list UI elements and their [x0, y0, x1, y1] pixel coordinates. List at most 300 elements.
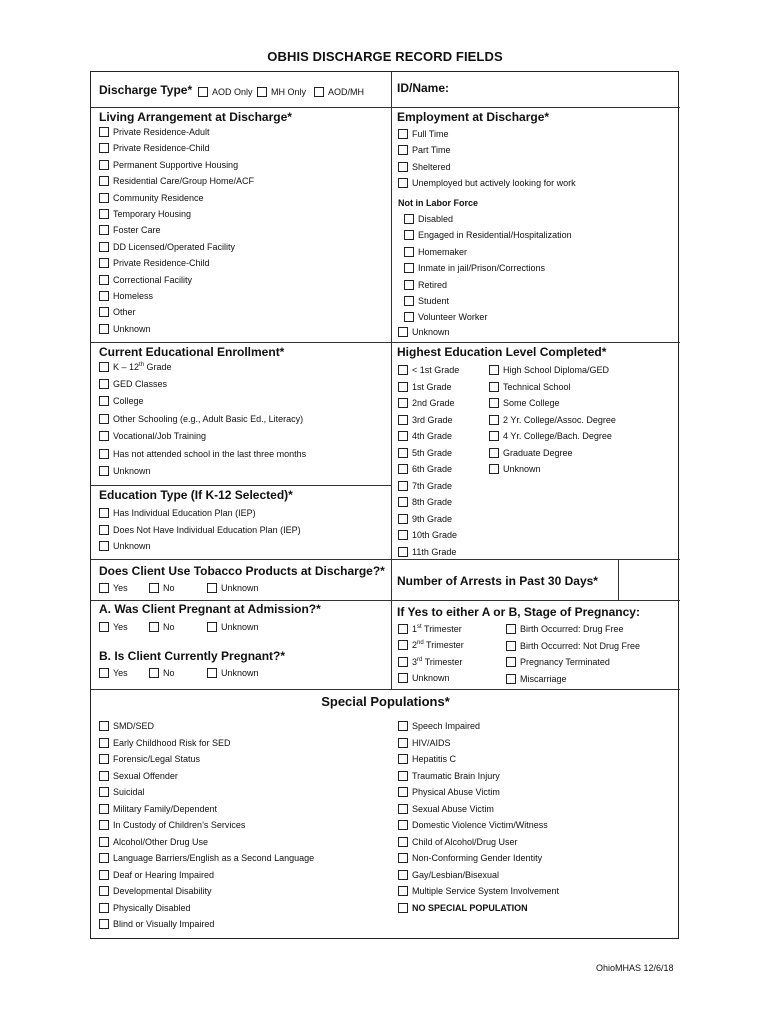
checkbox-option[interactable] [99, 160, 238, 171]
checkbox-box[interactable] [398, 886, 408, 896]
checkbox-option[interactable] [398, 886, 559, 897]
option-label: No [163, 668, 175, 678]
checkbox-option[interactable] [398, 853, 542, 864]
checkbox-box[interactable] [404, 312, 414, 322]
checkbox-box[interactable] [398, 398, 408, 408]
checkbox-box[interactable] [398, 804, 408, 814]
center-divider [391, 72, 392, 689]
checkbox-box[interactable] [99, 225, 109, 235]
checkbox-option[interactable] [99, 738, 231, 749]
checkbox-box[interactable] [207, 668, 217, 678]
checkbox-option[interactable] [99, 541, 151, 552]
checkbox-box[interactable] [207, 622, 217, 632]
checkbox-option[interactable] [398, 365, 459, 376]
checkbox-option[interactable] [404, 280, 447, 291]
checkbox-option[interactable] [99, 668, 128, 679]
checkbox-box[interactable] [99, 127, 109, 137]
checkbox-box[interactable] [489, 431, 499, 441]
checkbox-box[interactable] [398, 721, 408, 731]
option-label: Military Family/Dependent [113, 803, 218, 814]
checkbox-box[interactable] [99, 820, 109, 830]
education-type-label: Education Type (If K-12 Selected)* [99, 488, 293, 502]
checkbox-box[interactable] [99, 414, 109, 424]
checkbox-option[interactable] [404, 214, 453, 225]
checkbox-box[interactable] [489, 415, 499, 425]
arrests-answer-divider [618, 559, 619, 600]
option-label: Disabled [418, 214, 454, 224]
checkbox-option[interactable] [398, 530, 457, 541]
checkbox-box[interactable] [398, 870, 408, 880]
option-label: Trimester [422, 657, 463, 667]
checkbox-option[interactable] [99, 721, 154, 732]
checkbox-box[interactable] [398, 738, 408, 748]
checkbox-box[interactable] [207, 583, 217, 593]
option-label: Pregnancy Terminated [520, 657, 610, 667]
checkbox-option[interactable] [99, 242, 235, 253]
option-label: Unknown [221, 583, 259, 593]
checkbox-option[interactable] [506, 641, 640, 652]
checkbox-option[interactable] [398, 464, 452, 475]
checkbox-option[interactable] [398, 481, 452, 492]
option-label: DD Licensed/Operated Facility [113, 241, 236, 252]
option-label: Physically Disabled [113, 902, 191, 913]
option-label: Hepatitis C [412, 754, 457, 764]
row-divider [91, 485, 391, 486]
option-label: Unemployed but actively looking for work [412, 178, 576, 189]
option-label: Vocational/Job Training [113, 431, 207, 442]
checkbox-box[interactable] [398, 448, 408, 458]
checkbox-option[interactable] [398, 398, 455, 409]
checkbox-box[interactable] [398, 497, 408, 507]
checkbox-option[interactable] [99, 804, 217, 815]
checkbox-box[interactable] [506, 624, 516, 634]
checkbox-option[interactable] [489, 431, 612, 442]
option-label: Yes [113, 668, 128, 678]
checkbox-box[interactable] [99, 870, 109, 880]
checkbox-option[interactable] [398, 820, 548, 831]
checkbox-option[interactable] [398, 327, 450, 338]
option-label: Unknown [113, 323, 151, 334]
option-label: Has not attended school in the last three months [113, 448, 307, 459]
checkbox-box[interactable] [489, 365, 499, 375]
checkbox-box[interactable] [99, 143, 109, 153]
checkbox-option[interactable] [398, 162, 451, 173]
checkbox-box[interactable] [489, 382, 499, 392]
option-label: Early Childhood Risk for SED [113, 737, 231, 748]
checkbox-box[interactable] [398, 365, 408, 375]
checkbox-option[interactable] [99, 379, 167, 390]
option-label: Birth Occurred: Not Drug Free [520, 640, 641, 651]
footer-revision: OhioMHAS 12/6/18 [596, 963, 674, 973]
option-label: Domestic Violence Victim/Witness [412, 820, 548, 830]
checkbox-option[interactable] [257, 87, 306, 98]
checkbox-option[interactable] [404, 230, 572, 241]
option-label: Blind or Visually Impaired [113, 919, 215, 929]
checkbox-option[interactable] [99, 291, 153, 302]
option-label: Homeless [113, 291, 154, 301]
checkbox-option[interactable] [99, 754, 200, 765]
option-label: Gay/Lesbian/Bisexual [412, 869, 500, 880]
checkbox-option[interactable] [398, 721, 480, 732]
checkbox-box[interactable] [404, 263, 414, 273]
checkbox-box[interactable] [404, 247, 414, 257]
option-label: Unknown [412, 327, 450, 337]
checkbox-box[interactable] [99, 754, 109, 764]
checkbox-option[interactable] [404, 296, 449, 307]
checkbox-option[interactable] [99, 209, 191, 220]
checkbox-box[interactable] [398, 382, 408, 392]
checkbox-box[interactable] [398, 787, 408, 797]
option-label: MH Only [271, 87, 307, 97]
checkbox-option[interactable] [398, 657, 462, 668]
option-label: Unknown [113, 466, 151, 476]
checkbox-option[interactable] [398, 145, 451, 156]
checkbox-box[interactable] [99, 431, 109, 441]
checkbox-box[interactable] [99, 787, 109, 797]
checkbox-option[interactable] [99, 903, 191, 914]
option-label: 3 [412, 657, 418, 667]
checkbox-option[interactable] [489, 382, 571, 393]
checkbox-box[interactable] [506, 657, 516, 667]
checkbox-box[interactable] [99, 449, 109, 459]
option-label: Sexual Offender [113, 770, 178, 781]
option-label: 6th Grade [412, 464, 453, 474]
option-label: Part Time [412, 145, 451, 156]
checkbox-box[interactable] [99, 176, 109, 186]
option-label: 8th Grade [412, 497, 453, 507]
option-label: Community Residence [113, 192, 204, 203]
checkbox-box[interactable] [398, 162, 408, 172]
checkbox-box[interactable] [404, 214, 414, 224]
checkbox-option[interactable] [398, 178, 576, 189]
row-divider [91, 559, 680, 560]
checkbox-box[interactable] [99, 541, 109, 551]
checkbox-box[interactable] [99, 160, 109, 170]
checkbox-option[interactable] [99, 431, 206, 442]
checkbox-option[interactable] [99, 886, 212, 897]
checkbox-box[interactable] [398, 178, 408, 188]
checkbox-option[interactable] [99, 307, 136, 318]
checkbox-box[interactable] [99, 258, 109, 268]
option-label: Developmental Disability [113, 886, 212, 896]
checkbox-option[interactable] [99, 127, 210, 138]
tobacco-label: Does Client Use Tobacco Products at Discharge?* [99, 564, 385, 578]
checkbox-box[interactable] [489, 464, 499, 474]
checkbox-box[interactable] [398, 547, 408, 557]
checkbox-box[interactable] [198, 87, 208, 97]
checkbox-option[interactable] [398, 804, 494, 815]
checkbox-option[interactable] [398, 129, 449, 140]
option-label: Sheltered [412, 161, 451, 172]
checkbox-box[interactable] [99, 583, 109, 593]
checkbox-box[interactable] [398, 903, 408, 913]
pregnant-admission-label: A. Was Client Pregnant at Admission?* [99, 602, 321, 616]
checkbox-box[interactable] [489, 398, 499, 408]
checkbox-option[interactable] [149, 583, 175, 594]
checkbox-option[interactable] [398, 415, 453, 426]
checkbox-option[interactable] [99, 919, 214, 930]
form-title: OBHIS DISCHARGE RECORD FIELDS [267, 49, 503, 64]
option-label: Correctional Facility [113, 274, 193, 285]
checkbox-option[interactable] [99, 525, 301, 536]
checkbox-option[interactable] [207, 622, 259, 633]
checkbox-option[interactable] [398, 448, 452, 459]
checkbox-box[interactable] [99, 721, 109, 731]
checkbox-option[interactable] [489, 448, 573, 459]
checkbox-option[interactable] [99, 143, 210, 154]
option-label: Private Residence-Child [113, 143, 210, 154]
option-label: Inmate in jail/Prison/Corrections [418, 263, 546, 274]
checkbox-option[interactable] [314, 87, 364, 98]
option-label: No [163, 583, 175, 593]
checkbox-box[interactable] [314, 87, 324, 97]
checkbox-box[interactable] [506, 641, 516, 651]
option-label: Private Residence-Child [113, 258, 210, 269]
checkbox-box[interactable] [404, 230, 414, 240]
checkbox-box[interactable] [99, 525, 109, 535]
checkbox-box[interactable] [398, 415, 408, 425]
option-label: AOD Only [212, 87, 253, 97]
checkbox-option[interactable] [398, 514, 452, 525]
checkbox-box[interactable] [99, 291, 109, 301]
checkbox-option[interactable] [99, 225, 161, 236]
checkbox-option[interactable] [149, 668, 175, 679]
option-label-sup: st [417, 624, 422, 630]
educational-enrollment-label: Current Educational Enrollment* [99, 345, 285, 359]
checkbox-option[interactable] [99, 362, 172, 373]
option-label: NO SPECIAL POPULATION [412, 902, 528, 913]
checkbox-box[interactable] [506, 674, 516, 684]
checkbox-option[interactable] [149, 622, 175, 633]
option-label: Child of Alcohol/Drug User [412, 836, 518, 847]
checkbox-box[interactable] [99, 193, 109, 203]
checkbox-box[interactable] [99, 668, 109, 678]
checkbox-box[interactable] [398, 481, 408, 491]
checkbox-box[interactable] [398, 530, 408, 540]
checkbox-option[interactable] [207, 668, 259, 679]
checkbox-option[interactable] [99, 787, 145, 798]
checkbox-option[interactable] [404, 312, 487, 323]
checkbox-option[interactable] [198, 87, 253, 98]
checkbox-box[interactable] [99, 362, 109, 372]
checkbox-option[interactable] [489, 398, 560, 409]
checkbox-box[interactable] [99, 853, 109, 863]
checkbox-option[interactable] [398, 837, 518, 848]
option-label: Birth Occurred: Drug Free [520, 624, 624, 634]
checkbox-option[interactable] [404, 247, 467, 258]
option-label: Deaf or Hearing Impaired [113, 869, 215, 880]
checkbox-box[interactable] [404, 296, 414, 306]
option-label: 10th Grade [412, 530, 458, 540]
checkbox-box[interactable] [398, 624, 408, 634]
discharge-form [90, 71, 679, 939]
option-label: Multiple Service System Involvement [412, 886, 560, 896]
checkbox-box[interactable] [398, 431, 408, 441]
checkbox-box[interactable] [99, 275, 109, 285]
checkbox-box[interactable] [398, 657, 408, 667]
option-label: Retired [418, 279, 448, 290]
currently-pregnant-label: B. Is Client Currently Pregnant?* [99, 649, 286, 663]
checkbox-option[interactable] [398, 870, 499, 881]
checkbox-option[interactable] [99, 258, 210, 269]
id-name-label: ID/Name: [397, 81, 450, 95]
option-label: SMD/SED [113, 721, 155, 731]
option-label: Graduate Degree [503, 447, 573, 458]
checkbox-option[interactable] [398, 754, 456, 765]
option-label: Residential Care/Group Home/ACF [113, 176, 255, 187]
checkbox-box[interactable] [398, 771, 408, 781]
option-label: Yes [113, 622, 128, 632]
checkbox-box[interactable] [149, 583, 159, 593]
checkbox-option[interactable] [99, 275, 192, 286]
option-label: Other Schooling (e.g., Adult Basic Ed., Literacy) [113, 413, 304, 424]
checkbox-option[interactable] [99, 324, 151, 335]
row-divider [91, 107, 680, 108]
discharge-type-label: Discharge Type* [99, 83, 193, 97]
checkbox-box[interactable] [99, 738, 109, 748]
option-label: 2 Yr. College/Assoc. Degree [503, 414, 616, 425]
checkbox-option[interactable] [506, 624, 624, 635]
option-label: GED Classes [113, 379, 168, 389]
checkbox-box[interactable] [257, 87, 267, 97]
checkbox-option[interactable] [489, 365, 609, 376]
option-label: Unknown [113, 541, 151, 551]
option-label: Student [418, 296, 450, 306]
option-label: College [113, 396, 144, 407]
checkbox-box[interactable] [99, 396, 109, 406]
option-label: Engaged in Residential/Hospitalization [418, 230, 572, 241]
checkbox-box[interactable] [99, 209, 109, 219]
option-label: 1st Grade [412, 381, 452, 392]
row-divider [91, 342, 680, 343]
checkbox-box[interactable] [398, 464, 408, 474]
option-label: Speech Impaired [412, 721, 481, 731]
checkbox-box[interactable] [99, 508, 109, 518]
option-label: Homemaker [418, 246, 468, 257]
option-label: Permanent Supportive Housing [113, 159, 239, 170]
checkbox-box[interactable] [398, 640, 408, 650]
option-label: Other [113, 307, 136, 318]
checkbox-option[interactable] [398, 738, 451, 749]
checkbox-option[interactable] [99, 820, 245, 831]
checkbox-box[interactable] [398, 820, 408, 830]
pregnancy-stage-label: If Yes to either A or B, Stage of Pregnancy: [397, 605, 640, 619]
checkbox-box[interactable] [99, 622, 109, 632]
checkbox-option[interactable] [99, 193, 204, 204]
option-label: Suicidal [113, 787, 145, 797]
special-populations-label: Special Populations* [321, 694, 450, 709]
checkbox-option[interactable] [398, 673, 450, 684]
checkbox-option[interactable] [99, 414, 303, 425]
living-arrangement-label: Living Arrangement at Discharge* [99, 110, 292, 124]
checkbox-box[interactable] [149, 668, 159, 678]
checkbox-option[interactable] [99, 837, 208, 848]
option-label: 4th Grade [412, 431, 453, 441]
option-label: Sexual Abuse Victim [412, 803, 494, 814]
checkbox-option[interactable] [506, 674, 567, 685]
checkbox-box[interactable] [99, 771, 109, 781]
checkbox-box[interactable] [99, 307, 109, 317]
option-label: 2nd Grade [412, 398, 455, 408]
checkbox-option[interactable] [398, 624, 462, 635]
checkbox-option[interactable] [398, 382, 452, 393]
option-label: Yes [113, 583, 128, 593]
checkbox-option[interactable] [99, 771, 178, 782]
checkbox-option[interactable] [506, 657, 610, 668]
option-label: HIV/AIDS [412, 737, 451, 748]
checkbox-box[interactable] [99, 919, 109, 929]
checkbox-box[interactable] [398, 837, 408, 847]
checkbox-box[interactable] [398, 514, 408, 524]
checkbox-box[interactable] [99, 804, 109, 814]
checkbox-option[interactable] [99, 396, 144, 407]
checkbox-box[interactable] [99, 379, 109, 389]
checkbox-option[interactable] [99, 508, 256, 519]
option-label: 5th Grade [412, 447, 453, 458]
checkbox-option[interactable] [398, 431, 452, 442]
checkbox-box[interactable] [99, 837, 109, 847]
checkbox-option[interactable] [99, 853, 314, 864]
checkbox-option[interactable] [99, 449, 306, 460]
checkbox-option[interactable] [398, 787, 500, 798]
checkbox-box[interactable] [99, 903, 109, 913]
checkbox-option[interactable] [99, 870, 214, 881]
checkbox-box[interactable] [99, 324, 109, 334]
checkbox-option[interactable] [99, 583, 128, 594]
checkbox-option[interactable] [404, 263, 545, 274]
option-label: 3rd Grade [412, 414, 453, 425]
checkbox-box[interactable] [149, 622, 159, 632]
checkbox-box[interactable] [489, 448, 499, 458]
option-label-sup: nd [417, 640, 424, 646]
option-label: 7th Grade [412, 480, 453, 491]
option-label: Foster Care [113, 225, 161, 236]
checkbox-option[interactable] [489, 464, 541, 475]
option-label: Language Barriers/English as a Second Language [113, 853, 315, 863]
option-label: Unknown [221, 668, 259, 678]
checkbox-option[interactable] [398, 640, 464, 651]
checkbox-box[interactable] [398, 853, 408, 863]
checkbox-option[interactable] [398, 903, 528, 914]
option-label: Unknown [503, 464, 541, 474]
checkbox-box[interactable] [404, 280, 414, 290]
checkbox-option[interactable] [398, 771, 500, 782]
checkbox-box[interactable] [398, 754, 408, 764]
checkbox-option[interactable] [489, 415, 616, 426]
checkbox-box[interactable] [99, 242, 109, 252]
option-label: Technical School [503, 381, 571, 392]
option-label: Trimester [421, 624, 462, 634]
checkbox-option[interactable] [207, 583, 259, 594]
option-label: Traumatic Brain Injury [412, 770, 500, 781]
checkbox-option[interactable] [99, 622, 128, 633]
checkbox-box[interactable] [398, 673, 408, 683]
option-label: No [163, 622, 175, 632]
checkbox-box[interactable] [398, 145, 408, 155]
checkbox-box[interactable] [99, 886, 109, 896]
checkbox-box[interactable] [398, 129, 408, 139]
option-label: 1 [412, 624, 418, 634]
checkbox-option[interactable] [99, 176, 254, 187]
option-label: In Custody of Children’s Services [113, 820, 246, 830]
checkbox-option[interactable] [99, 466, 151, 477]
option-label: Unknown [221, 622, 259, 632]
option-label: Trimester [423, 640, 464, 650]
checkbox-option[interactable] [398, 547, 456, 558]
checkbox-option[interactable] [398, 497, 452, 508]
checkbox-box[interactable] [99, 466, 109, 476]
checkbox-box[interactable] [398, 327, 408, 337]
